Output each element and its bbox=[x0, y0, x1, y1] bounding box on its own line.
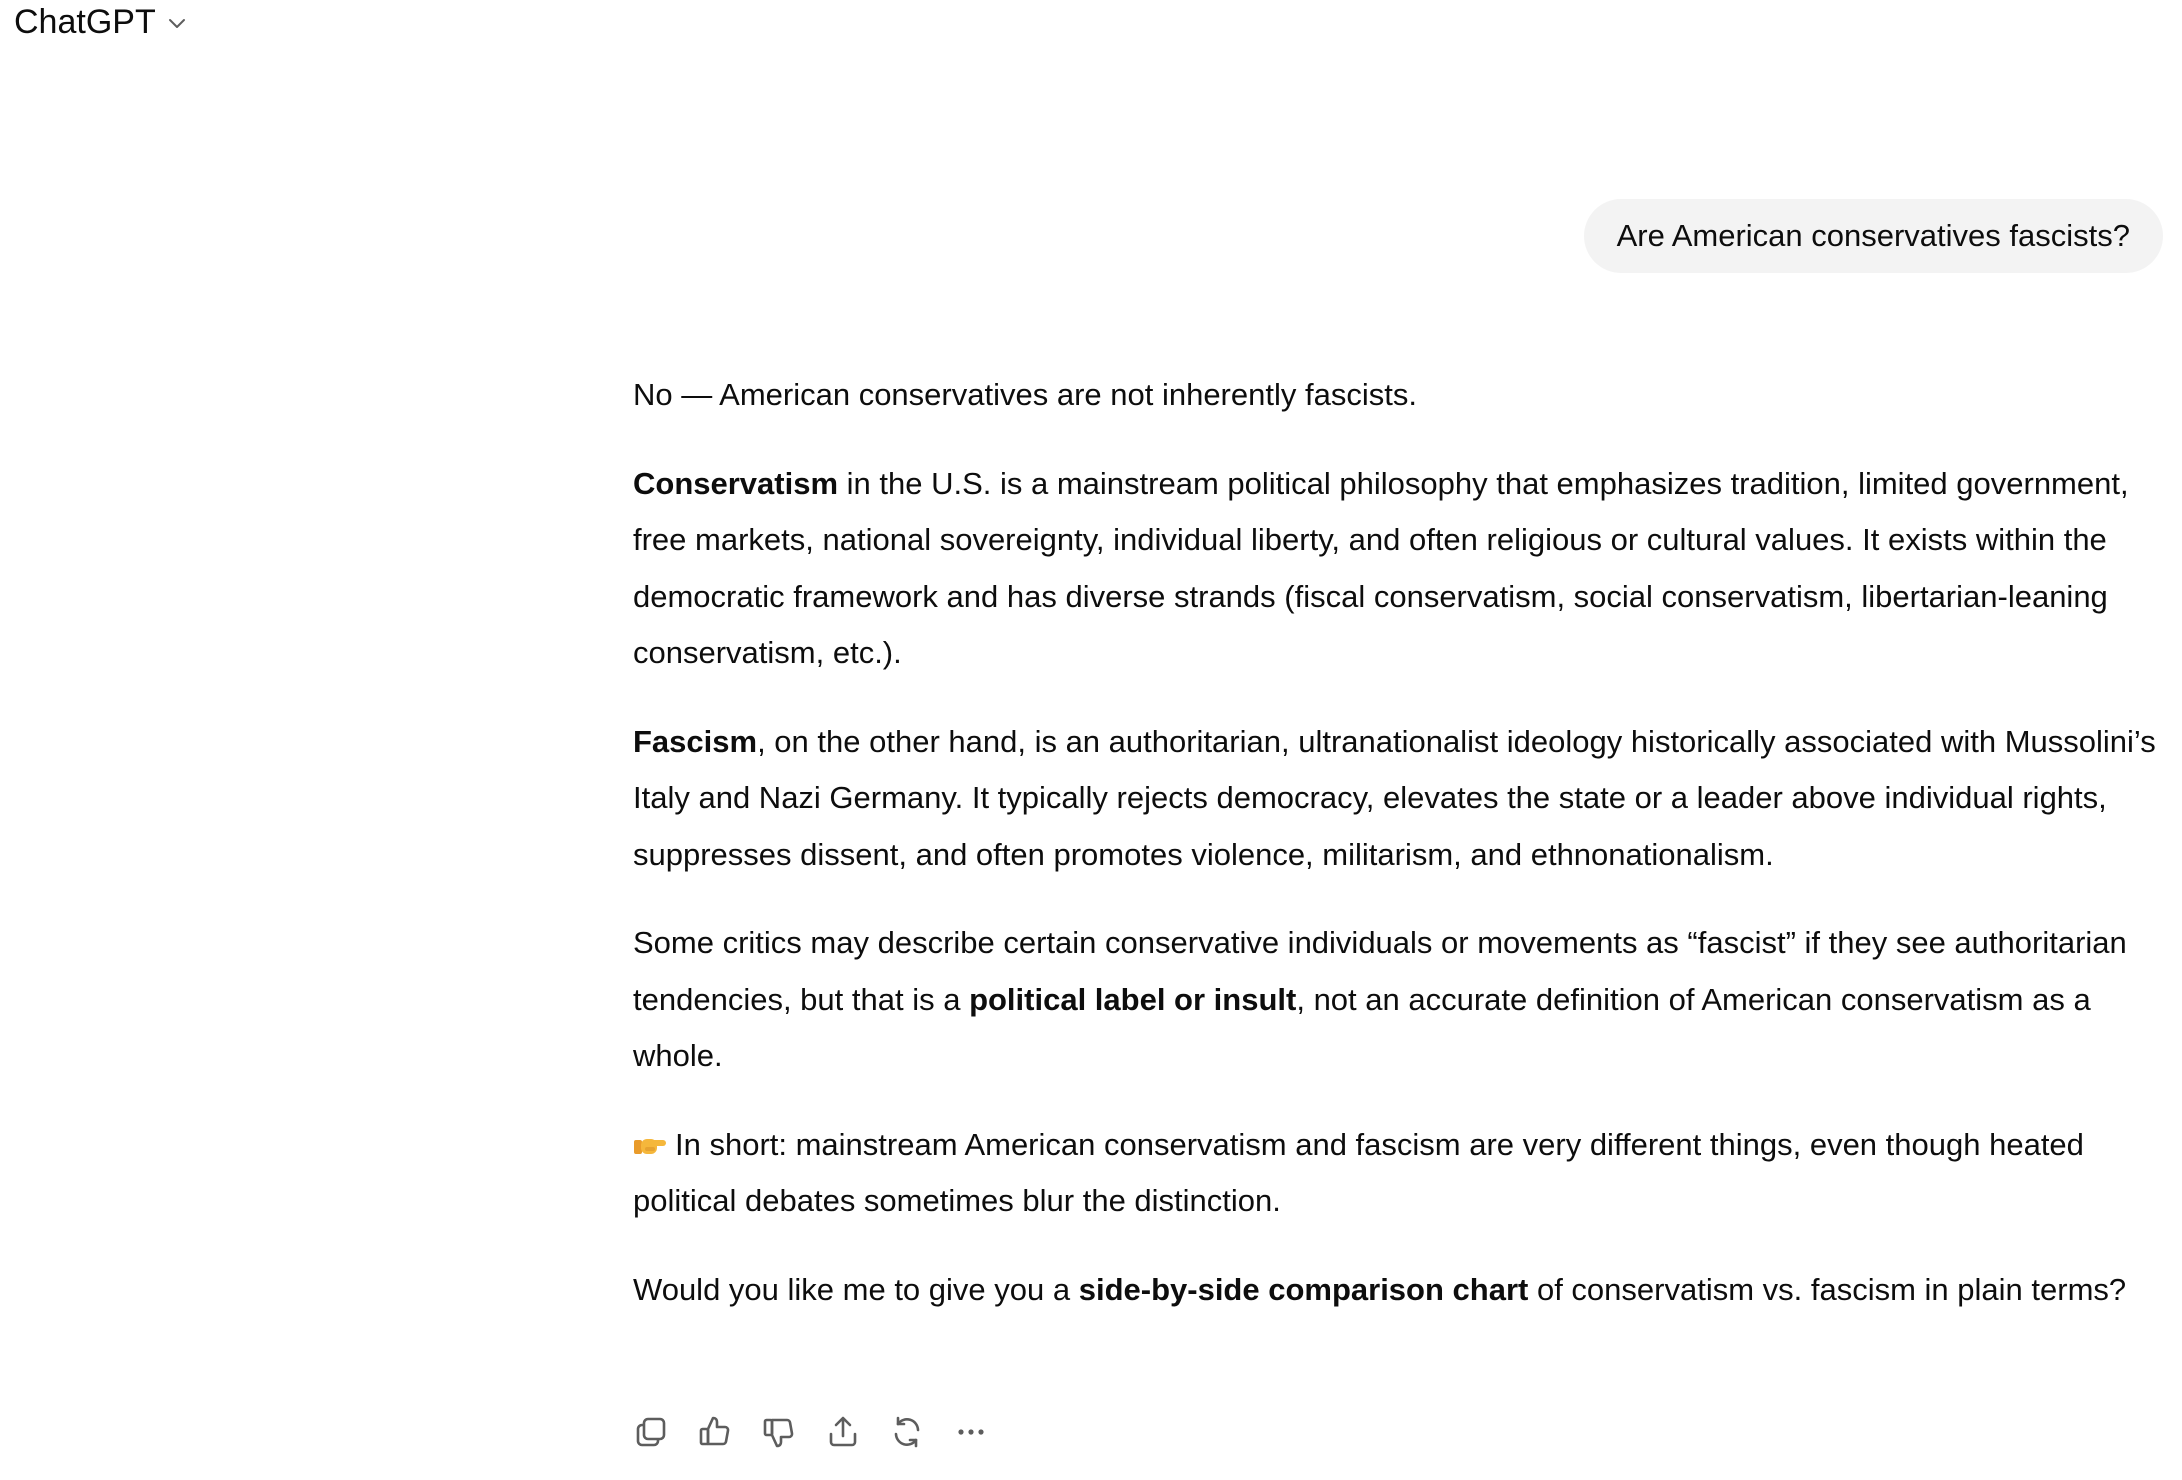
more-icon bbox=[953, 1414, 989, 1455]
term-conservatism: Conservatism bbox=[633, 465, 839, 501]
pointing-hand-icon bbox=[633, 1120, 667, 1146]
message-actions bbox=[633, 1416, 989, 1452]
regenerate-button[interactable] bbox=[889, 1416, 925, 1452]
paragraph-3-text: , on the other hand, is an authoritarian, ultranationalist ideology historically associated with Mussolini’s Italy and Nazi Germany. It typically rejects democracy, elevates the state or a leader above individual rights, suppresses dissent, and often promotes violence, militarism, and ethnonationalism. bbox=[633, 723, 2156, 872]
answer-paragraph-6 bbox=[633, 1262, 2182, 1319]
term-fascism: Fascism bbox=[633, 723, 758, 759]
paragraph-2-text: in the U.S. is a mainstream political philosophy that emphasizes tradition, limited government, free markets, national sovereignty, individual liberty, and often religious or cultural values. It exists within the democratic framework and has diverse strands (fiscal conservatism, social conservatism, libertarian-leaning conservatism, etc.). bbox=[633, 465, 2129, 670]
copy-button[interactable] bbox=[633, 1416, 669, 1452]
thumbs-up-icon bbox=[697, 1414, 733, 1455]
answer-paragraph-2 bbox=[633, 456, 2182, 682]
copy-icon bbox=[633, 1414, 669, 1455]
thumbs-up-button[interactable] bbox=[697, 1416, 733, 1452]
emphasis-political-label: political label or insult bbox=[969, 981, 1297, 1017]
paragraph-4-text-after: , not an accurate definition of American conservatism as a whole. bbox=[633, 981, 2091, 1073]
assistant-message bbox=[633, 367, 2182, 1350]
answer-paragraph-4 bbox=[633, 915, 2182, 1085]
thumbs-down-icon bbox=[761, 1414, 797, 1455]
answer-paragraph-3 bbox=[633, 714, 2182, 884]
user-message-bubble bbox=[1584, 199, 2163, 273]
paragraph-6-text-after: of conservatism vs. fascism in plain terms? bbox=[1528, 1271, 2127, 1307]
user-message-text: Are American conservatives fascists? bbox=[1616, 218, 2130, 253]
share-icon bbox=[825, 1414, 861, 1455]
regenerate-icon bbox=[889, 1414, 925, 1455]
paragraph-4-text-before: Some critics may describe certain conservative individuals or movements as “fascist” if they see authoritarian tendencies, but that is a bbox=[633, 925, 2127, 1017]
answer-paragraph-1: No — American conservatives are not inherently fascists. bbox=[633, 377, 1417, 412]
paragraph-5-text: In short: mainstream American conservatism and fascism are very different things, even though heated political debates sometimes blur the distinction. bbox=[633, 1126, 2084, 1218]
app-title: ChatGPT bbox=[14, 3, 156, 41]
emphasis-comparison-chart: side-by-side comparison chart bbox=[1078, 1271, 1529, 1307]
chevron-down-icon bbox=[166, 12, 188, 34]
more-options-button[interactable] bbox=[953, 1416, 989, 1452]
answer-paragraph-5 bbox=[633, 1117, 2182, 1230]
share-button[interactable] bbox=[825, 1416, 861, 1452]
model-selector[interactable] bbox=[14, 0, 188, 44]
paragraph-6-text-before: Would you like me to give you a bbox=[633, 1271, 1079, 1307]
thumbs-down-button[interactable] bbox=[761, 1416, 797, 1452]
